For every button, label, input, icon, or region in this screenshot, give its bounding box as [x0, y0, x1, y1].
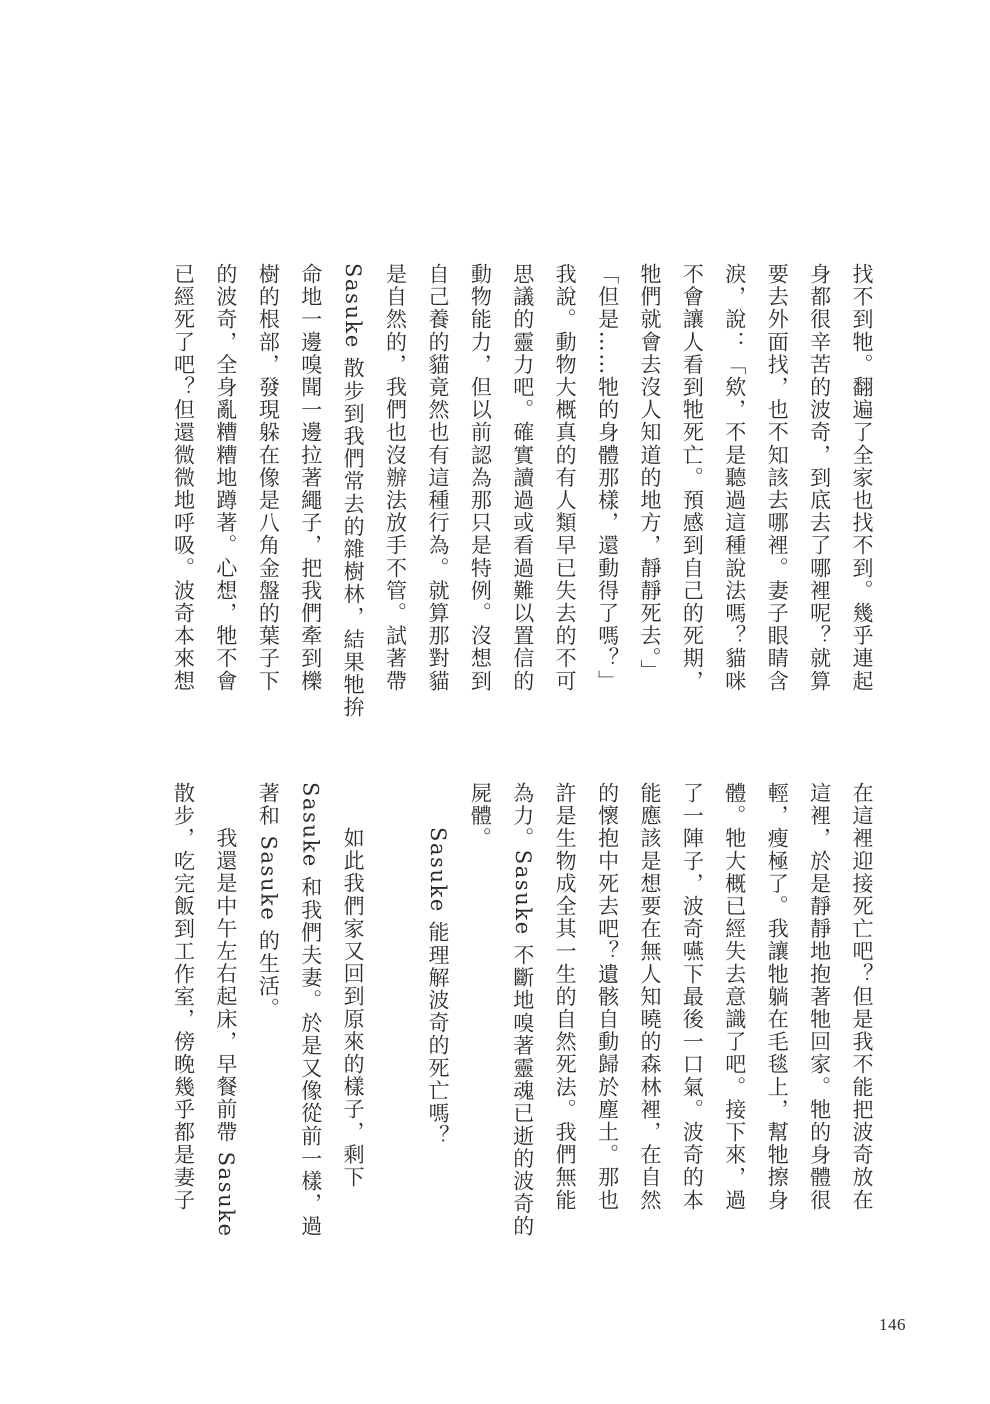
text-column: 輕，瘦極了。我讓牠躺在毛毯上，幫牠擦身 [765, 782, 790, 1212]
text-column: 體。牠大概已經失去意識了吧。接下來，過 [722, 782, 747, 1212]
text-column: 牠們就會去沒人知道的地方，靜靜死去。」 [637, 263, 662, 682]
text-column: 命地一邊嗅聞一邊拉著繩子，把我們牽到櫟 [298, 263, 323, 693]
text-column: 自己養的貓竟然也有這種行為。就算那對貓 [425, 263, 450, 693]
text-column: 已經死了吧？但還微微地呼吸。波奇本來想 [171, 263, 196, 693]
text-column: 了一陣子，波奇嚥下最後一口氣。波奇的本 [680, 782, 705, 1212]
text-column-paragraph-start: Sasuke 能理解波奇的死亡嗎？ [425, 827, 450, 1148]
text-column: 散步，吃完飯到工作室，傍晚幾乎都是妻子 [171, 782, 196, 1212]
text-column: Sasuke 和我們夫妻。於是又像從前一樣，過 [298, 782, 323, 1238]
text-column: 是自然的，我們也沒辦法放手不管。試著帶 [383, 263, 408, 693]
text-column: 「但是……牠的身體那樣，還動得了嗎？」 [595, 263, 620, 693]
text-column: 淚，說：「欸，不是聽過這種說法嗎？貓咪 [722, 263, 747, 693]
paragraph-break [374, 782, 416, 1232]
text-column: 屍體。 [468, 782, 493, 850]
text-column: 身都很辛苦的波奇，到底去了哪裡呢？就算 [807, 263, 832, 693]
text-block-bottom [162, 782, 883, 1238]
text-column: 著和 Sasuke 的生活。 [256, 782, 281, 1021]
text-column: 為力。Sasuke 不斷地嗅著靈魂已逝的波奇的 [510, 782, 535, 1238]
text-column: 思議的靈力吧。確實讀過或看過難以置信的 [510, 263, 535, 693]
text-column: 找不到牠。翻遍了全家也找不到。幾乎連起 [850, 263, 874, 693]
text-column: 的波奇，全身亂糟糟地蹲著。心想，牠不會 [213, 263, 238, 693]
text-column: 我說。動物大概真的有人類早已失去的不可 [553, 263, 578, 693]
text-column: 要去外面找，也不知該去哪裡。妻子眼睛含 [765, 263, 790, 693]
text-column: 不會讓人看到牠死亡。預感到自己的死期， [680, 263, 705, 693]
text-column-paragraph-start: 如此我們家又回到原來的樣子，剩下 [341, 827, 366, 1189]
text-column: 的懷抱中死去吧？遺骸自動歸於塵土。那也 [595, 782, 620, 1212]
text-column: 能應該是想要在無人知曉的森林裡，在自然 [637, 782, 662, 1212]
text-column: 許是生物成全其一生的自然死法。我們無能 [553, 782, 578, 1212]
page-number: 146 [879, 1315, 906, 1334]
text-block-top [162, 263, 883, 719]
text-column: Sasuke 散步到我們常去的雜樹林，結果牠拚 [341, 263, 366, 719]
text-column: 這裡，於是靜靜地抱著牠回家。牠的身體很 [807, 782, 832, 1212]
text-column: 在這裡迎接死亡吧？但是我不能把波奇放在 [850, 782, 874, 1212]
text-column: 樹的根部，發現躲在像是八角金盤的葉子下 [256, 263, 281, 693]
text-column-paragraph-start: 我還是中午左右起床，早餐前帶 Sasuke [213, 827, 238, 1238]
text-column: 動物能力，但以前認為那只是特例。沒想到 [468, 263, 493, 693]
